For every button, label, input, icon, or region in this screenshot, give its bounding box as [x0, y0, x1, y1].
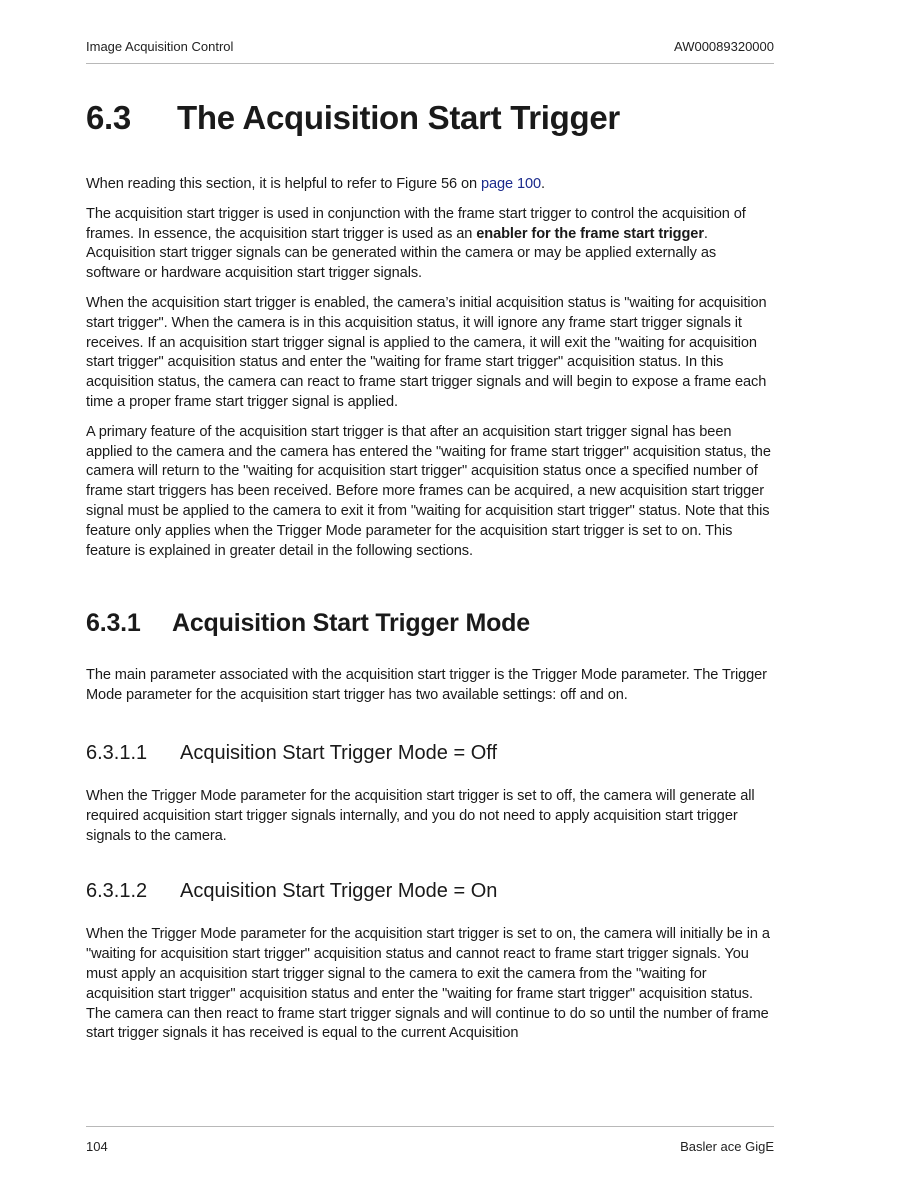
- subsubsection-heading-off: [86, 739, 774, 767]
- page-reference-link[interactable]: page 100: [480, 176, 542, 192]
- subsubsection-number-off: 6.3.1.1: [86, 741, 148, 764]
- enabler-text-start: The acquisition start trigger is used in conjunction with the frame start trigger to control the acquisition of frames. In essence, the acquisition start trigger is used as an: [86, 205, 746, 242]
- subsection-heading: [86, 607, 774, 639]
- section-heading: [86, 96, 774, 140]
- header-chapter-title: Image Acquisition Control: [86, 39, 234, 54]
- footer-product-name: Basler ace GigE: [680, 1139, 774, 1154]
- section-title: The Acquisition Start Trigger: [177, 99, 620, 136]
- header-divider: [86, 63, 774, 64]
- header-doc-number: AW00089320000: [674, 39, 774, 54]
- subsubsection-title-on: Acquisition Start Trigger Mode = On: [180, 880, 498, 903]
- intro-text: When reading this section, it is helpful to refer to Figure 56 on: [86, 176, 481, 192]
- paragraph-waiting-status: When the acquisition start trigger is enabled, the camera’s initial acquisition status is "waiting for acquisition start trigger". When the camera is in this acquisition status, it will ignore any frame start trigger signals it receives. If an acquisition start trigger signal is applied to the camera, it will exit the "waiting for acquisition start trigger" acquisition status and enter the "waiting for frame start trigger" acquisition status. In this acquisition status, the camera can react to frame start trigger signals and will begin to expose a frame each time a proper frame start trigger signal is applied.: [86, 294, 767, 410]
- subsection-number: 6.3.1: [86, 609, 141, 638]
- paragraph-enabler: [86, 205, 774, 284]
- page-number: 104: [86, 1139, 108, 1154]
- enabler-text-end: . Acquisition start trigger signals can be generated within the camera or may be applied externally as software or hardware acquisition start trigger signals.: [86, 225, 717, 282]
- page-header: [86, 39, 774, 54]
- subsubsection-heading-on: [86, 877, 774, 905]
- paragraph-trigger-mode: The main parameter associated with the acquisition start trigger is the Trigger Mode parameter. The Trigger Mode parameter for the acquisition start trigger has two available settings: off and on.: [86, 667, 767, 704]
- paragraph-mode-on: When the Trigger Mode parameter for the acquisition start trigger is set to on, the camera will initially be in a "waiting for acquisition start trigger" acquisition status and cannot react to frame start trigger signals. You must apply an acquisition start trigger signal to the camera to exit the camera from the "waiting for acquisition start trigger" acquisition status and enter the "waiting for frame start trigger" acquisition status. The camera can then react to frame start trigger signals and will continue to do so until the number of frame start trigger signals it has received is equal to the current Acquisition: [86, 926, 770, 1042]
- subsubsection-title-off: Acquisition Start Trigger Mode = Off: [180, 741, 498, 764]
- subsubsection-number-on: 6.3.1.2: [86, 880, 148, 903]
- footer-divider: [86, 1126, 774, 1127]
- intro-paragraph: [86, 175, 774, 195]
- intro-period: .: [541, 176, 545, 192]
- page-footer: [86, 1139, 774, 1154]
- paragraph-primary-feature: A primary feature of the acquisition start trigger is that after an acquisition start trigger signal has been applied to the camera and the camera has entered the "waiting for frame start trigger" acquisition status, the camera will return to the "waiting for acquisition start trigger" acquisition status once a specified number of frame start triggers has been received. Before more frames can be acquired, a new acquisition start trigger signal must be applied to the camera to exit it from "waiting for acquisition start trigger" status. Note that this feature only applies when the Trigger Mode parameter for the acquisition start trigger is set to on. This feature is explained in greater detail in the following sections.: [86, 423, 771, 559]
- subsection-title: Acquisition Start Trigger Mode: [172, 609, 530, 638]
- paragraph-mode-off: When the Trigger Mode parameter for the acquisition start trigger is set to off, the camera will generate all required acquisition start trigger signals internally, and you do not need to apply acquisition start trigger signals to the camera.: [86, 787, 755, 844]
- section-number: 6.3: [86, 99, 131, 136]
- enabler-emphasis: enabler for the frame start trigger: [476, 225, 704, 242]
- page-content: [86, 96, 774, 1044]
